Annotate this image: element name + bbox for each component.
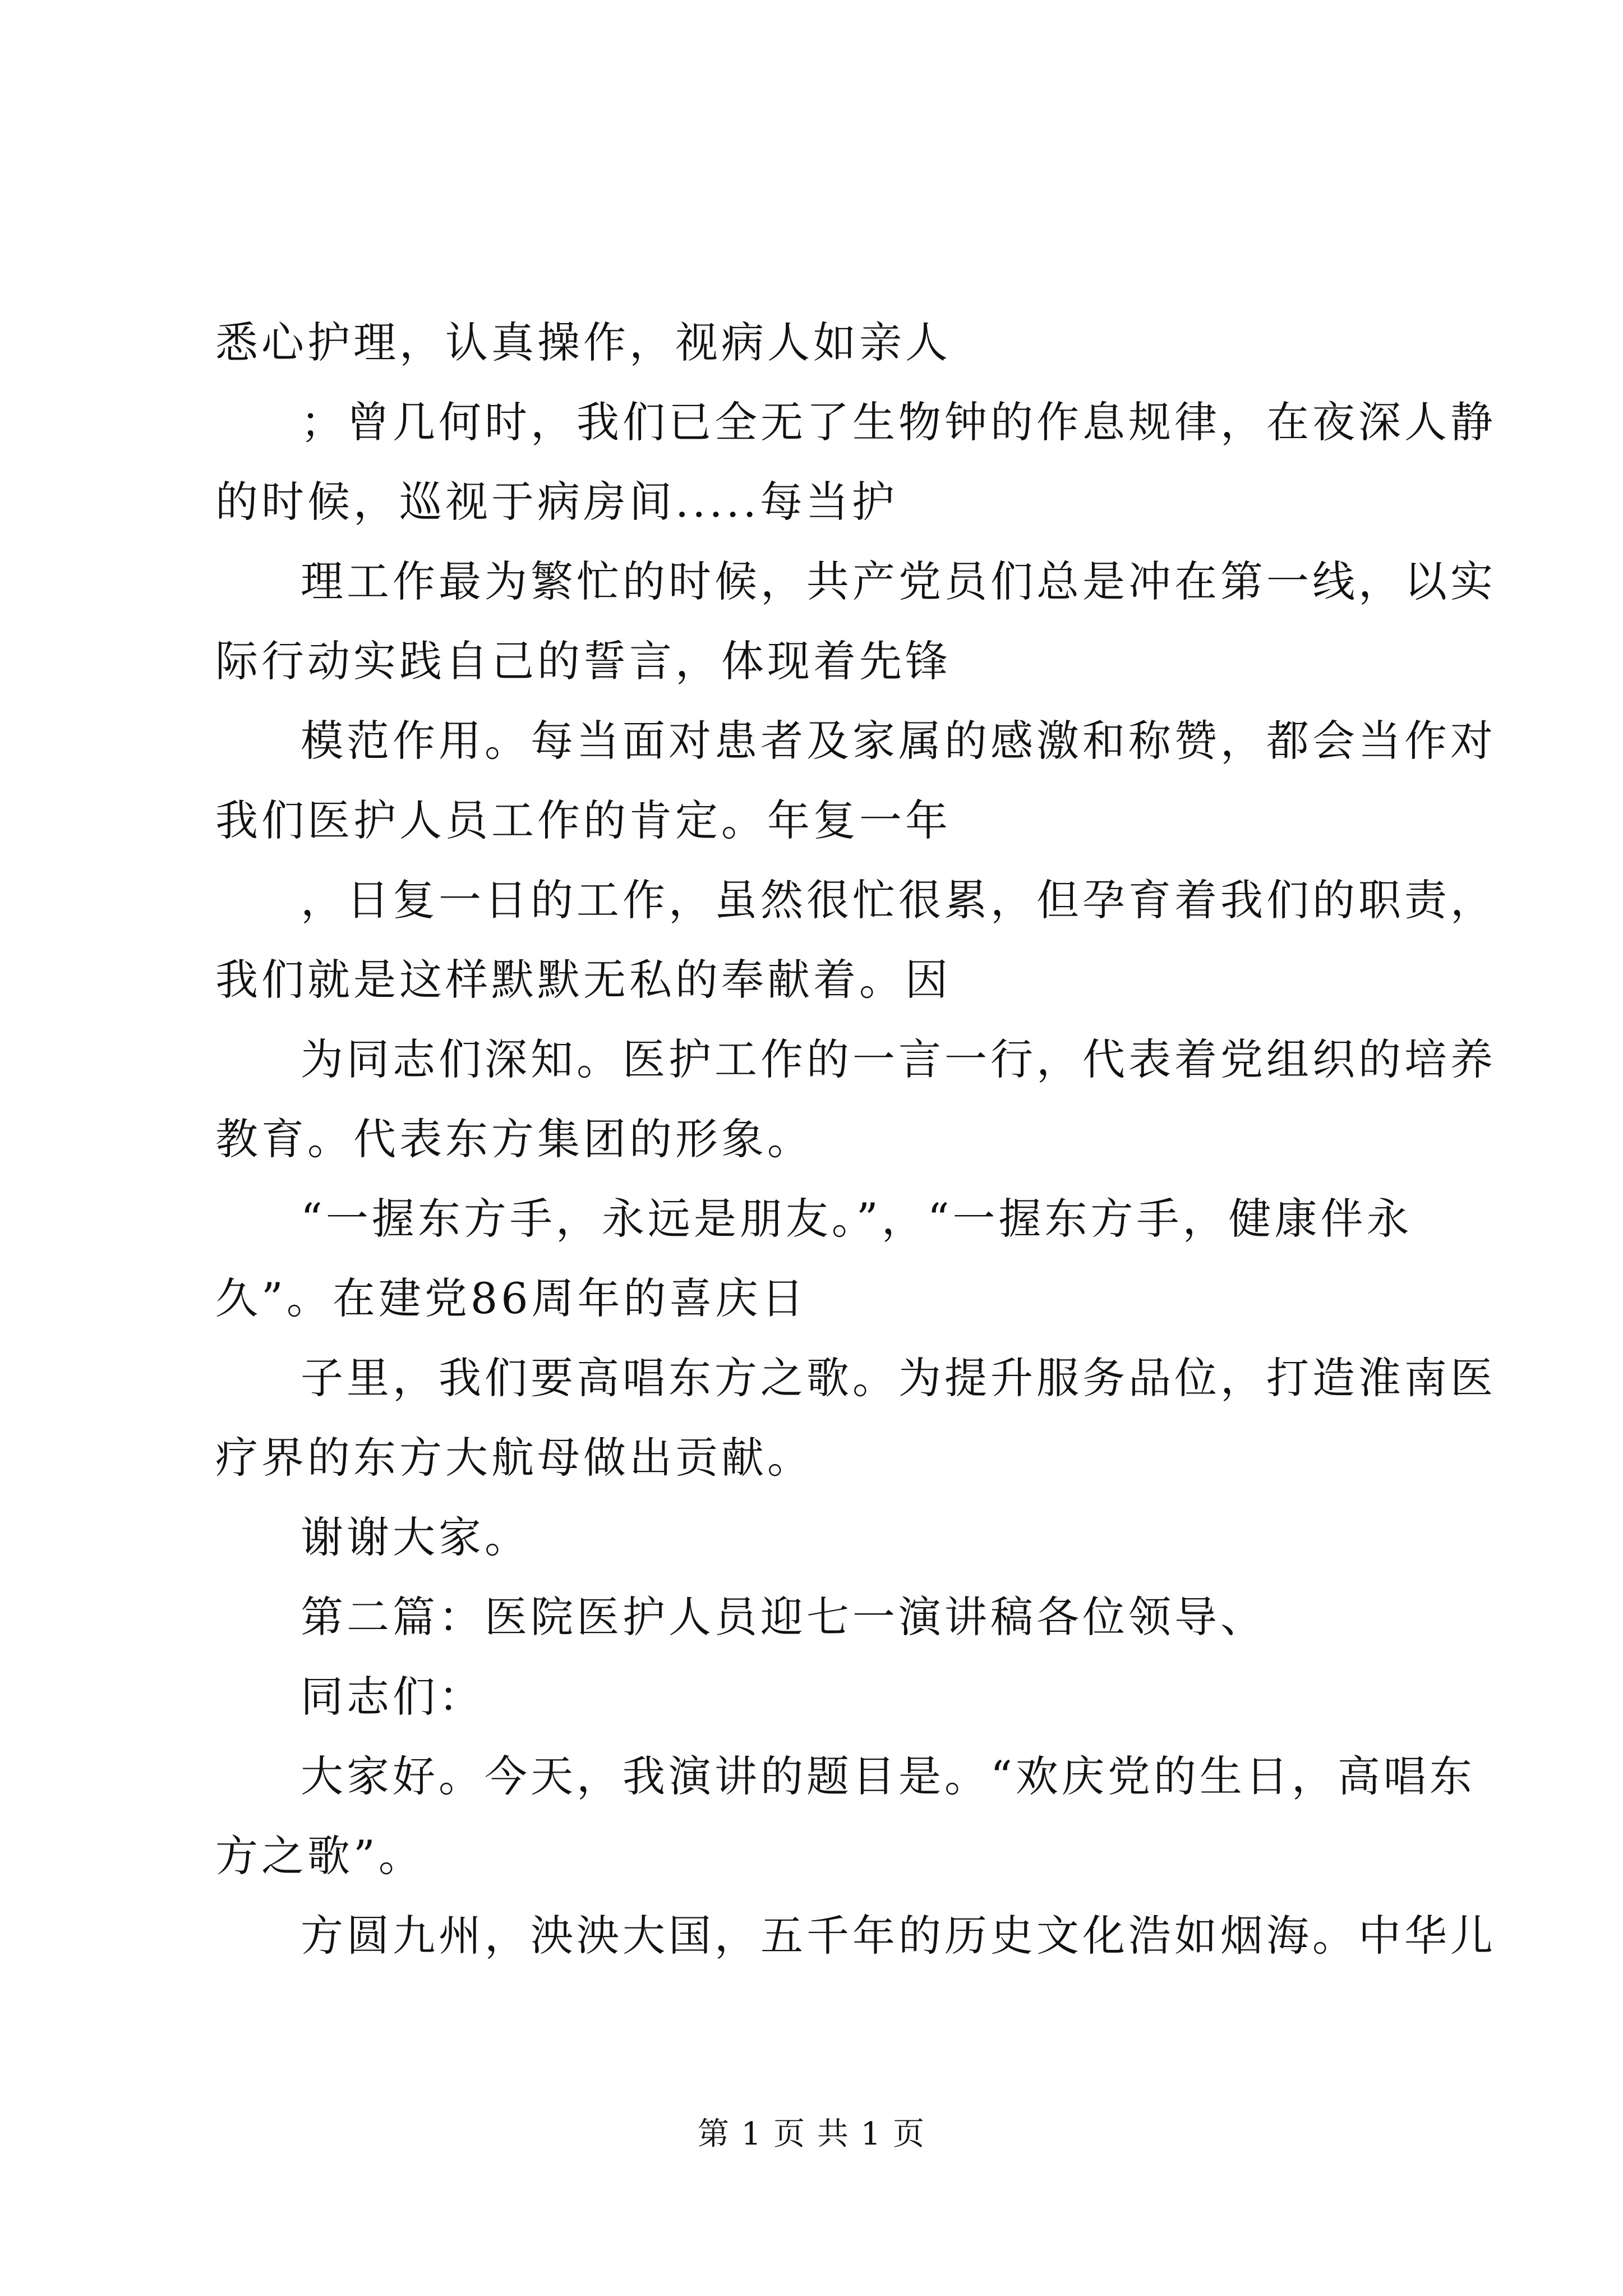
text-line: 同志们： (301, 1672, 485, 1722)
text-line: 大家好。今天，我演讲的题目是。“欢庆党的生日，高唱东 (301, 1751, 1476, 1801)
page-footer: 第 1 页 共 1 页 (697, 2116, 926, 2152)
text-line: 悉心护理，认真操作，视病人如亲人 (215, 318, 951, 367)
section-heading: 第二篇：医院医护人员迎七一演讲稿各位领导、 (301, 1592, 1266, 1642)
text-line: “一握东方手，永远是朋友。”，“一握东方手，健康伴永 (301, 1194, 1413, 1244)
text-line: 为同志们深知。医护工作的一言一行，代表着党组织的培养 (301, 1034, 1496, 1084)
text-line: 子里，我们要高唱东方之歌。为提升服务品位，打造淮南医 (301, 1353, 1496, 1403)
text-line: 我们医护人员工作的肯定。年复一年 (215, 795, 951, 845)
text-line: 的时候，巡视于病房间.....每当护 (215, 477, 898, 527)
document-body (215, 303, 1496, 1976)
text-line: 疗界的东方大航母做出贡献。 (215, 1433, 813, 1483)
text-line: 我们就是这样默默无私的奉献着。因 (215, 955, 951, 1005)
text-line: ，日复一日的工作，虽然很忙很累，但孕育着我们的职责， (301, 875, 1496, 925)
text-line: 模范作用。每当面对患者及家属的感激和称赞，都会当作对 (301, 716, 1496, 766)
text-line: 方圆九州，泱泱大国，五千年的历史文化浩如烟海。中华儿 (301, 1911, 1496, 1961)
text-line: 教育。代表东方集团的形象。 (215, 1114, 813, 1164)
text-line: 理工作最为繁忙的时候，共产党员们总是冲在第一线，以实 (301, 556, 1496, 606)
text-line: 久”。在建党86周年的喜庆日 (215, 1273, 808, 1323)
text-line: 际行动实践自己的誓言，体现着先锋 (215, 636, 951, 686)
text-line: ；曾几何时，我们已全无了生物钟的作息规律，在夜深人静 (301, 397, 1496, 447)
text-line: 方之歌”。 (215, 1831, 425, 1881)
text-line: 谢谢大家。 (301, 1512, 531, 1562)
